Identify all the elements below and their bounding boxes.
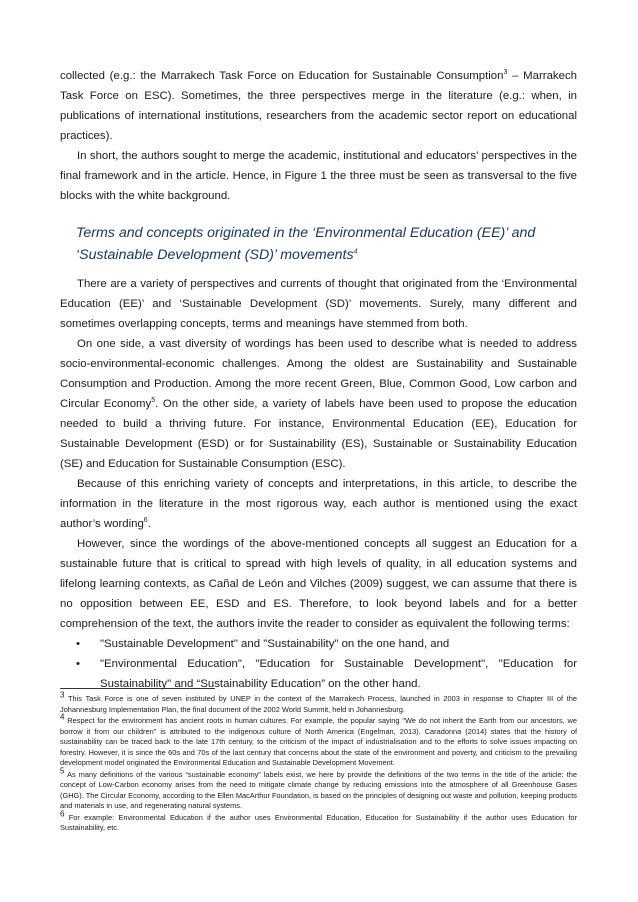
footnote-ref[interactable]: 3 <box>503 69 508 77</box>
footnote-number: 6 <box>60 809 65 819</box>
paragraph-text: – Marrakech Task Force on ESC). Sometimes, the three perspectives merge in the literature (e.g.: when, in publications of international institutions, researchers from the academic sector report on educational practices). <box>60 70 577 142</box>
footnote <box>60 809 577 834</box>
paragraph-text: . <box>147 518 151 530</box>
section-heading-text: Terms and concepts originated in the ‘Environmental Education (EE)’ and ‘Sustainable Development (SD)’ movements <box>76 225 536 263</box>
footnote-text: Respect for the environment has ancient roots in human cultures. For example, the popular saying "We do not inherit the Earth from our ancestors, we borrow it from our children" is attributed to the indigenous culture of North America (Engelman, 2013). Caradonna (2014) states that the history of sustainability can be traced back to the late 17th century, to the criticism of the impact of industrialisation and to the efforts to solve issues impacting on forestry. However, it is since the 60s and 70s of the last century that concerns about the state of the environment and poverty, and criticism to the prevailing development model originated the Environmental Education and Sustainable Development Movement. <box>60 716 577 767</box>
paragraph-text: . On the other side, a variety of labels have been used to propose the education needed to build a thriving future. For instance, Environmental Education (EE), Education for Sustainable Development (ESD) or for Sustainability (ES), Sustainable or Sustainability Education (SE) and Education for Sustainable Consumption (ESC). <box>60 398 577 470</box>
paragraph-text: On one side, a vast diversity of wordings has been used to describe what is needed to address socio-environmental-economic challenges. Among the oldest are Sustainability and Sustainable Consumption and Production. Among the more recent Green, Blue, Common Good, Low carbon and Circular Economy <box>60 338 577 410</box>
list-item <box>60 634 577 654</box>
footnote-ref[interactable]: 6 <box>143 517 148 525</box>
footnote-number: 4 <box>60 712 65 722</box>
list-item-text: "Environmental Education", "Education for Sustainable Development", "Education for Sustainability" and “Sustainability Education” on the other hand. <box>100 658 577 690</box>
footnote <box>60 766 577 812</box>
bullet-icon: • <box>76 638 80 650</box>
paragraph-text: Because of this enriching variety of concepts and interpretations, in this article, to describe the information in the literature in the most rigorous way, each author is mentioned using the exact author’s wording <box>60 478 577 530</box>
footnote-text: For example: Environmental Education if the author uses Environmental Education, Education for Sustainability if the author uses Education for Sustainability, etc. <box>60 812 577 832</box>
footnotes <box>60 690 578 835</box>
footnote <box>60 690 578 715</box>
section-heading <box>60 222 577 266</box>
footnote-separator <box>60 688 215 689</box>
paragraph: In short, the authors sought to merge the academic, institutional and educators’ perspectives in the final framework and in the article. Hence, in Figure 1 the three must be seen as transversal to the five blocks with the white background. <box>60 150 577 202</box>
paragraph: There are a variety of perspectives and currents of thought that originated from the ‘Environmental Education (EE)’ and ‘Sustainable Development (SD)’ movements. Surely, many different and sometimes overlapping concepts, terms and meanings have stemmed from both. <box>60 278 577 330</box>
footnote-number: 5 <box>60 766 65 776</box>
paragraph <box>60 334 577 474</box>
footnote-ref[interactable]: 4 <box>353 248 358 256</box>
paragraph: However, since the wordings of the above-mentioned concepts all suggest an Education for a sustainable future that is critical to spread with high levels of quality, in all education systems and lifelong learning contexts, as Cañal de León and Vilches (2009) suggest, we can assume that there is no opposition between EE, ESD and ES. Therefore, to look beyond labels and for a better comprehension of the text, the authors invite the reader to consider as equivalent the following terms: <box>60 538 577 630</box>
main-text <box>60 66 577 694</box>
bullet-icon: • <box>76 658 80 670</box>
footnote-text: As many definitions of the various “sustainable economy” labels exist, we here by provide the definitions of the two terms in the title of the article: the concept of Low-Carbon economy arises from the need to mitigate climate change by reducing emissions into the atmosphere of all Greenhouse Gases (GHG). The Circular Economy, according to the Ellen MacArthur Foundation, is based on the principles of designing out waste and pollution, keeping products and materials in use, and regenerating natural systems. <box>60 769 577 810</box>
footnote-number: 3 <box>60 690 65 700</box>
footnote <box>60 712 577 769</box>
footnote-text: This Task Force is one of seven instituted by UNEP in the context of the Marrakech Process, launched in 2003 in response to Chapter III of the Johannesburg Implementation Plan, the final document of the 2002 World Summit, held in Johannesburg. <box>60 694 578 714</box>
paragraph <box>60 66 577 146</box>
paragraph-text: collected (e.g.: the Marrakech Task Force on Education for Sustainable Consumption <box>60 70 504 82</box>
bullet-list <box>60 634 577 694</box>
paragraph <box>60 474 577 534</box>
footnote-ref[interactable]: 5 <box>151 397 156 405</box>
list-item-text: "Sustainable Development" and "Sustainability" on the one hand, and <box>100 638 450 650</box>
